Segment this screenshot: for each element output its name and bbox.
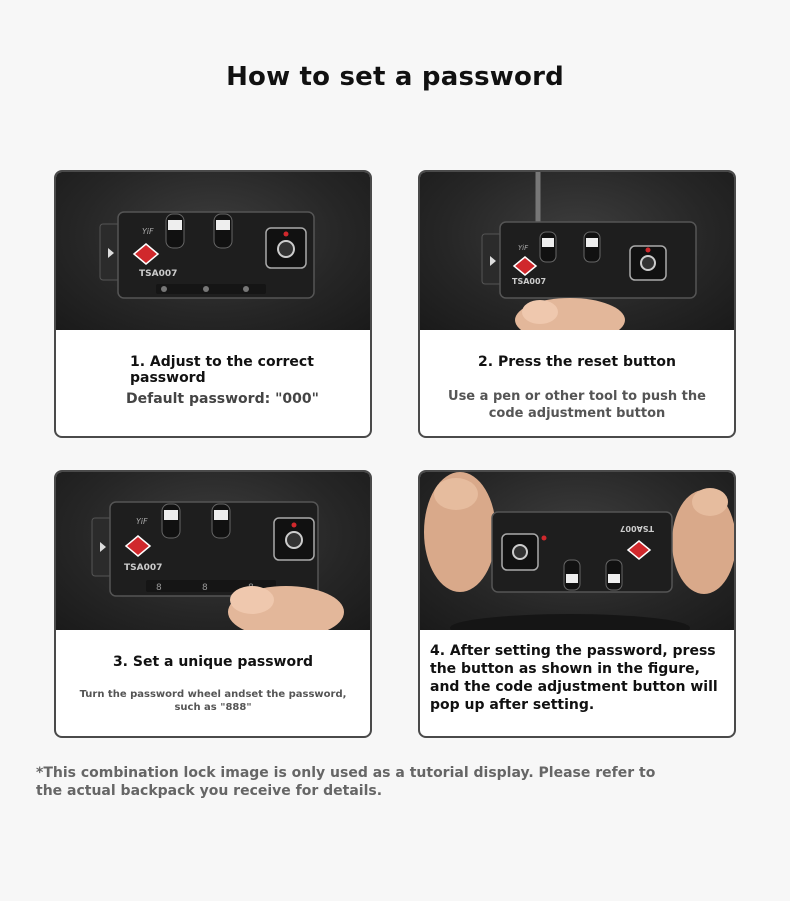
lock-brand-label: YiF (518, 244, 529, 252)
step-title-4: 4. After setting the password, press the button as shown in the figure, and the code adjustment button will pop up after setting. (430, 643, 718, 713)
svg-text:8: 8 (202, 583, 208, 593)
step-subtitle-2: Use a pen or other tool to push the code adjustment button (448, 389, 706, 421)
step-subtitle-1: Default password: "000" (126, 391, 319, 407)
lock-model-label: TSA007 (512, 277, 547, 286)
step-subtitle-3: Turn the password wheel andset the password, such as "888" (79, 689, 347, 713)
footnote: *This combination lock image is only used as a tutorial display. Please refer to the actual backpack you receive for details. (36, 765, 656, 799)
page-title: How to set a password (226, 62, 564, 92)
step-title-2: 2. Press the reset button (478, 354, 676, 370)
step-card-4 (418, 470, 736, 738)
svg-text:8: 8 (156, 583, 162, 593)
step-card-2 (418, 170, 736, 438)
step-card-3 (54, 470, 372, 738)
lock-photo-3 (56, 472, 370, 630)
step-text-1 (56, 330, 370, 436)
lock-brand-label: YiF (136, 517, 148, 526)
step-text-4 (420, 630, 734, 736)
step-title-1: 1. Adjust to the correct password (130, 354, 314, 386)
lock-model-label: TSA007 (139, 269, 178, 279)
step-text-3 (56, 630, 370, 736)
lock-photo-4 (420, 472, 734, 630)
lock-model-label: TSA007 (619, 524, 654, 533)
lock-model-label: TSA007 (124, 563, 163, 573)
lock-photo-1 (56, 172, 370, 330)
step-text-2 (420, 330, 734, 436)
lock-brand-label: YiF (142, 227, 154, 236)
step-title-3: 3. Set a unique password (112, 654, 314, 670)
step-card-1 (54, 170, 372, 438)
lock-photo-2 (420, 172, 734, 330)
